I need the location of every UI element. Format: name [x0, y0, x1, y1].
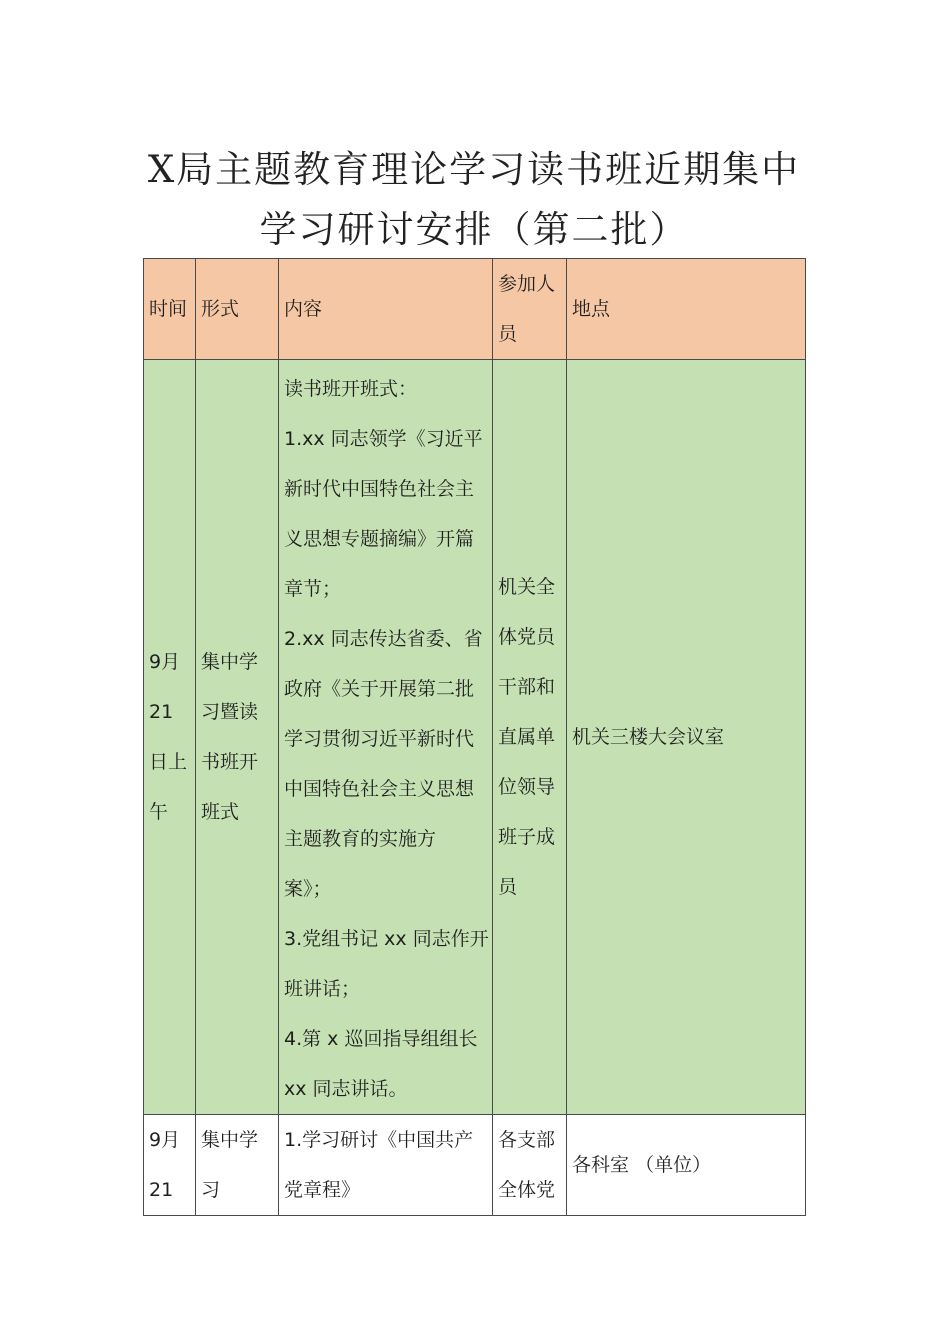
- content-line: 中国特色社会主义思想: [284, 778, 475, 800]
- cell-participants: 机关全体党员干部和直属单位领导班子成员: [493, 360, 567, 1115]
- content-line: 案》；: [284, 878, 332, 900]
- content-line: 1.xx 同志领学《习近平: [284, 428, 483, 450]
- header-content: 内容: [279, 259, 493, 360]
- content-line: 学习贯彻习近平新时代: [284, 728, 475, 750]
- content-line: 义思想专题摘编》开篇: [284, 528, 475, 550]
- content-line: 主题教育的实施方: [284, 828, 437, 850]
- cell-time: 9月21: [144, 1115, 196, 1216]
- content-line: 新时代中国特色社会主: [284, 478, 475, 500]
- content-line: 党章程》: [284, 1179, 361, 1201]
- schedule-table: [143, 258, 806, 1216]
- location-line: 各科室: [572, 1154, 630, 1176]
- cell-location: [567, 1115, 806, 1216]
- cell-time: 9月21日上午: [144, 360, 196, 1115]
- content-line: 章节；: [284, 578, 342, 600]
- content-line: 4.第 x 巡回指导组组长: [284, 1028, 478, 1050]
- cell-participants: 各支部全体党: [493, 1115, 567, 1216]
- header-participants: 参加人员: [493, 259, 567, 360]
- content-line: 3.党组书记 xx 同志作开: [284, 928, 489, 950]
- content-line: xx 同志讲话。: [284, 1078, 408, 1100]
- title-line-2: 学习研讨安排（第二批）: [259, 208, 689, 251]
- header-time: 时间: [144, 259, 196, 360]
- cell-content: [279, 360, 493, 1115]
- location-line: （单位）: [635, 1154, 712, 1176]
- content-line: 班讲话；: [284, 978, 361, 1000]
- title-line-1: X局主题教育理论学习读书班近期集中: [147, 148, 801, 191]
- cell-format: 集中学习: [196, 1115, 279, 1216]
- table-header-row: [144, 259, 806, 360]
- content-line: 政府《关于开展第二批: [284, 678, 475, 700]
- cell-content: [279, 1115, 493, 1216]
- header-location: 地点: [567, 259, 806, 360]
- content-line: 1.学习研讨《中国共产: [284, 1129, 474, 1151]
- cell-format: 集中学习暨读书班开班式: [196, 360, 279, 1115]
- content-line: 2.xx 同志传达省委、省: [284, 628, 483, 650]
- table-row: [144, 1115, 806, 1216]
- table-row: [144, 360, 806, 1115]
- content-line: 读书班开班式：: [284, 378, 418, 400]
- header-format: 形式: [196, 259, 279, 360]
- document-title: [143, 140, 805, 260]
- cell-location: 机关三楼大会议室: [567, 360, 806, 1115]
